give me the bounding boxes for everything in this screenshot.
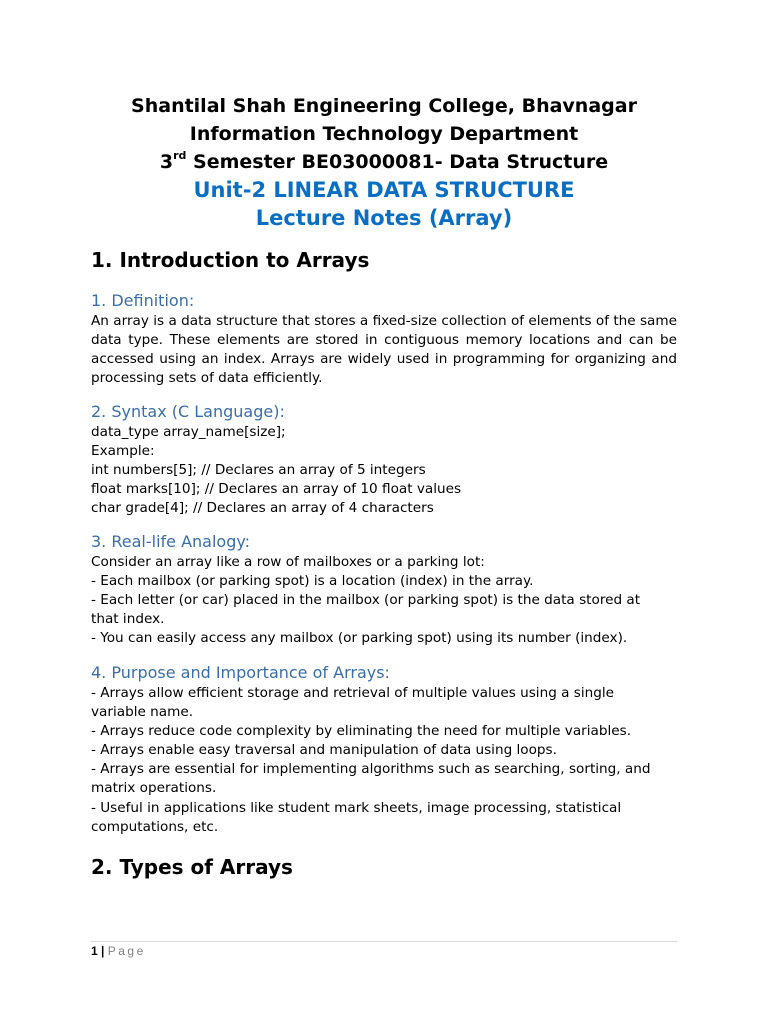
purpose-line: - Arrays are essential for implementing algorithms such as searching, sorting, and (91, 761, 651, 778)
analogy-line: - You can easily access any mailbox (or parking spot) using its number (index). (91, 630, 628, 647)
analogy-line: Consider an array like a row of mailboxes or a parking lot: (91, 554, 485, 570)
purpose-line: matrix operations. (91, 780, 217, 797)
subheading-definition: 1. Definition: (91, 291, 195, 310)
section-heading-types: 2. Types of Arrays (91, 855, 293, 879)
purpose-line: variable name. (91, 704, 194, 721)
syntax-line: char grade[4]; // Declares an array of 4 characters (91, 500, 434, 517)
footer-divider (91, 941, 677, 942)
semester-course: Semester BE03000081- Data Structure (186, 151, 609, 173)
definition-paragraph: An array is a data structure that stores a fixed-size collection of elements of the same data type. These elements are stored in contiguous memory locations and can be accessed using an index. Arrays are widely used in programming for organizing and processing sets of data efficiently. (91, 313, 677, 386)
purpose-line: - Arrays enable easy traversal and manipulation of data using loops. (91, 742, 557, 759)
document-header (91, 92, 677, 232)
college-name: Shantilal Shah Engineering College, Bhavnagar (131, 95, 637, 117)
analogy-block (91, 553, 677, 648)
syntax-line: int numbers[5]; // Declares an array of 5 integers (91, 462, 426, 479)
purpose-block (91, 684, 677, 837)
subheading-syntax: 2. Syntax (C Language): (91, 402, 285, 421)
subheading-purpose: 4. Purpose and Importance of Arrays: (91, 663, 390, 682)
section-heading-introduction: 1. Introduction to Arrays (91, 248, 370, 272)
analogy-line: - Each letter (or car) placed in the mailbox (or parking spot) is the data stored at (91, 592, 641, 609)
page-number: 1 (91, 944, 98, 958)
semester-line (91, 148, 677, 176)
purpose-line: - Arrays allow efficient storage and retrieval of multiple values using a single (91, 685, 615, 701)
footer-separator: | (101, 944, 105, 958)
notes-title: Lecture Notes (Array) (255, 206, 513, 230)
syntax-line: data_type array_name[size]; (91, 424, 286, 440)
analogy-line: - Each mailbox (or parking spot) is a location (index) in the array. (91, 573, 534, 590)
document-page (91, 0, 677, 1024)
purpose-line: - Useful in applications like student mark sheets, image processing, statistical (91, 799, 622, 816)
syntax-line: float marks[10]; // Declares an array of 10 float values (91, 481, 462, 498)
semester-ordinal: rd (173, 148, 187, 162)
subheading-analogy: 3. Real-life Analogy: (91, 532, 251, 551)
syntax-line: Example: (91, 443, 155, 460)
page-label: Page (107, 944, 146, 958)
purpose-line: - Arrays reduce code complexity by eliminating the need for multiple variables. (91, 723, 632, 740)
semester-number: 3 (159, 151, 174, 173)
syntax-block (91, 423, 677, 518)
analogy-line: that index. (91, 611, 165, 628)
purpose-line: computations, etc. (91, 818, 219, 835)
unit-title: Unit-2 LINEAR DATA STRUCTURE (193, 178, 575, 202)
page-footer (91, 943, 146, 959)
department-name: Information Technology Department (189, 123, 579, 145)
